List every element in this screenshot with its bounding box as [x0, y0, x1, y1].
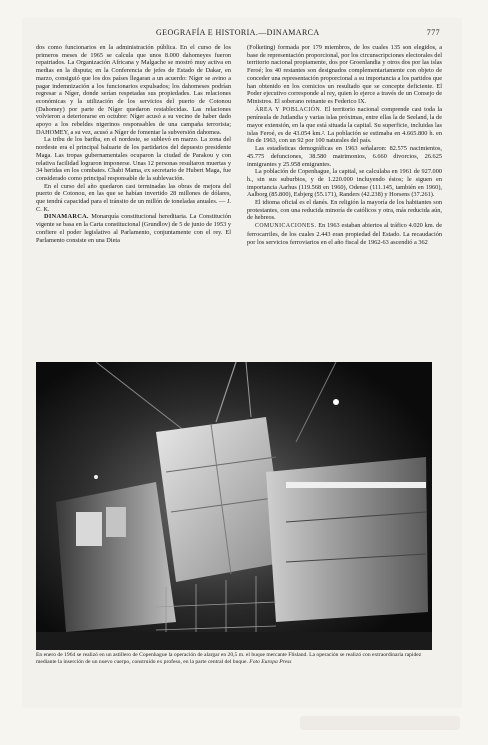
- subheading-area: ÁREA Y POBLACIÓN.: [255, 106, 323, 113]
- left-column: [36, 44, 231, 244]
- photo-caption: [36, 652, 432, 666]
- caption-text: En enero de 1964 se realizó en un astillero de Copenhague la operación de alargar en 20,5 m. el buque mercante Flisland. La operación se realizó con extraordinaria rapidez mediante la inserción de un nuevo cuerpo, construido ex profeso, en la parte central del buque.: [36, 652, 422, 665]
- right-paragraph-5: El idioma oficial es el danés. En religión la mayoría de los habitantes son protestantes, con una reducida minoría de católicos y otra, más reducida aún, de hebreos.: [247, 199, 442, 222]
- shipyard-photo: [36, 362, 432, 650]
- left-paragraph-4: [36, 213, 231, 244]
- left-paragraph-1: dos como funcionarios en la administración pública. En el curso de los primeros meses de 1965 se calcula que unos 8.000 dahomeyes fueron repatriados. La Organización Africana y Malgache se mostró muy activa en medias en la disputa; en la Conferencia de jefes de Estado de Dakar, en marzo, consiguió que los dos países llegaran a un acuerdo: Níger se avino a pagar indemnización a los funcionarios expulsados; los dahomeses podrían regresar a Níger, donde serían respetadas sus propiedades. Las relaciones económicas y la utilización de los servicios del puerto de Cotonou (Dahomey) por parte de Níger quedaron restablecidas. Las relaciones volvieron a deteriorarse en octubre: Níger acusó a su vecino de haber dado apoyo a los rebeldes nigerinos responsables de una campaña terrorista; DAHOMEY, a su vez, acusó a Níger de fomentar la subversión dahomea.: [36, 44, 231, 136]
- header-title: GEOGRAFÍA E HISTORIA.—DINAMARCA: [156, 28, 320, 37]
- right-paragraph-6: [247, 222, 442, 246]
- right-paragraph-2: [247, 106, 442, 146]
- right-paragraph-1: (Folketing) formada por 179 miembros, de los cuales 135 son elegidos, a base de representación proporcional, por los circunscripciones electorales del territorio nacional propiamente, dos por Groenlandia y otros dos por las islas Feroé; los 40 restantes son designados complementariamente con objeto de conceder una representación proporcional a su importancia a los partidos que han obtenido en los comicios un resultado que se concepte deficiente. El Poder ejecutivo corresponde al rey, quien lo ejerce a través de un Consejo de Ministros. El soberano reinante es Federico IX.: [247, 44, 442, 105]
- left-paragraph-2: La tribu de los bariba, en el nordeste, se sublevó en marzo. La zona del nordeste era el principal baluarte de los partidarios del depuesto presidente Maga. Las tropas gubernamentales ocuparon la ciudad de Parakou y con relativa facilidad lograron imponerse. Unas 12 personas resultaron muertas y 34 heridas en los combates. Chabi Mama, ex secretario de Hubert Maga, fue considerado como principal responsable de la sublevación.: [36, 136, 231, 182]
- right-paragraph-4: La población de Copenhague, la capital, se calculaba en 1961 de 927.000 h., sin sus suburbios, y de 1.220.000 incluyendo éstos; le siguen en importancia Aarhus (119.568 en 1960), Odense (111.145, también en 1960), Aalborg (85.800), Esbjerg (55.171), Randers (42.238) y Horsens (37.261).: [247, 168, 442, 199]
- page-number: 777: [426, 28, 440, 37]
- right-column: [247, 44, 442, 246]
- watermark-logo: [300, 712, 460, 734]
- comunicaciones-text: En 1963 estaban abiertos al tráfico 4.020 km. de ferrocarriles, de los cuales 2.443 eran propiedad del Estado. La recaudación por los servicios ferroviarios en el año fiscal de 1962-63 ascendió a 362: [247, 222, 442, 246]
- photo-credit: Foto Europa Press: [249, 658, 292, 665]
- left-paragraph-3: En el curso del año quedaron casi terminadas las obras de mejora del puerto de Cotonou, en las que se habían invertido 28 millones de dólares, que tendrá capacidad para el tránsito de un millón de toneladas anuales. — J. C. K.: [36, 182, 231, 213]
- dinamarca-intro-text: Monarquía constitucional hereditaria. La Constitución vigente se basa en la Carta constitucional (Grundlov) de 5 de junio de 1953 y confiere el poder legislativo al Parlamento, conjuntamente con el rey. El Parlamento consiste en una Dieta: [36, 213, 231, 244]
- running-header: [36, 26, 440, 40]
- right-paragraph-3: Las estadísticas demográficas en 1963 señalaron: 82.575 nacimientos, 45.775 defunciones, 38.580 matrimonios, 6.660 divorcios, 26.625 inmigrantes y 25.958 emigrantes.: [247, 145, 442, 168]
- watermark-graphic: [300, 712, 460, 734]
- area-text: El territorio nacional comprende casi toda la península de Jutlandia y varias islas próximas, entre ellas la de Seeland, la de mayor extensión, en la que está situada la capital. Su superficie, incluidas las islas Feroé, es de 43.054 km.². La población se estimaba en 4.665.800 h. en fin de 1963, con un 92 por 100 naturales del país.: [247, 105, 442, 145]
- shipyard-photo-illustration: [36, 362, 432, 650]
- section-heading-dinamarca: DINAMARCA.: [44, 213, 89, 221]
- subheading-comunicaciones: COMUNICACIONES.: [255, 223, 317, 230]
